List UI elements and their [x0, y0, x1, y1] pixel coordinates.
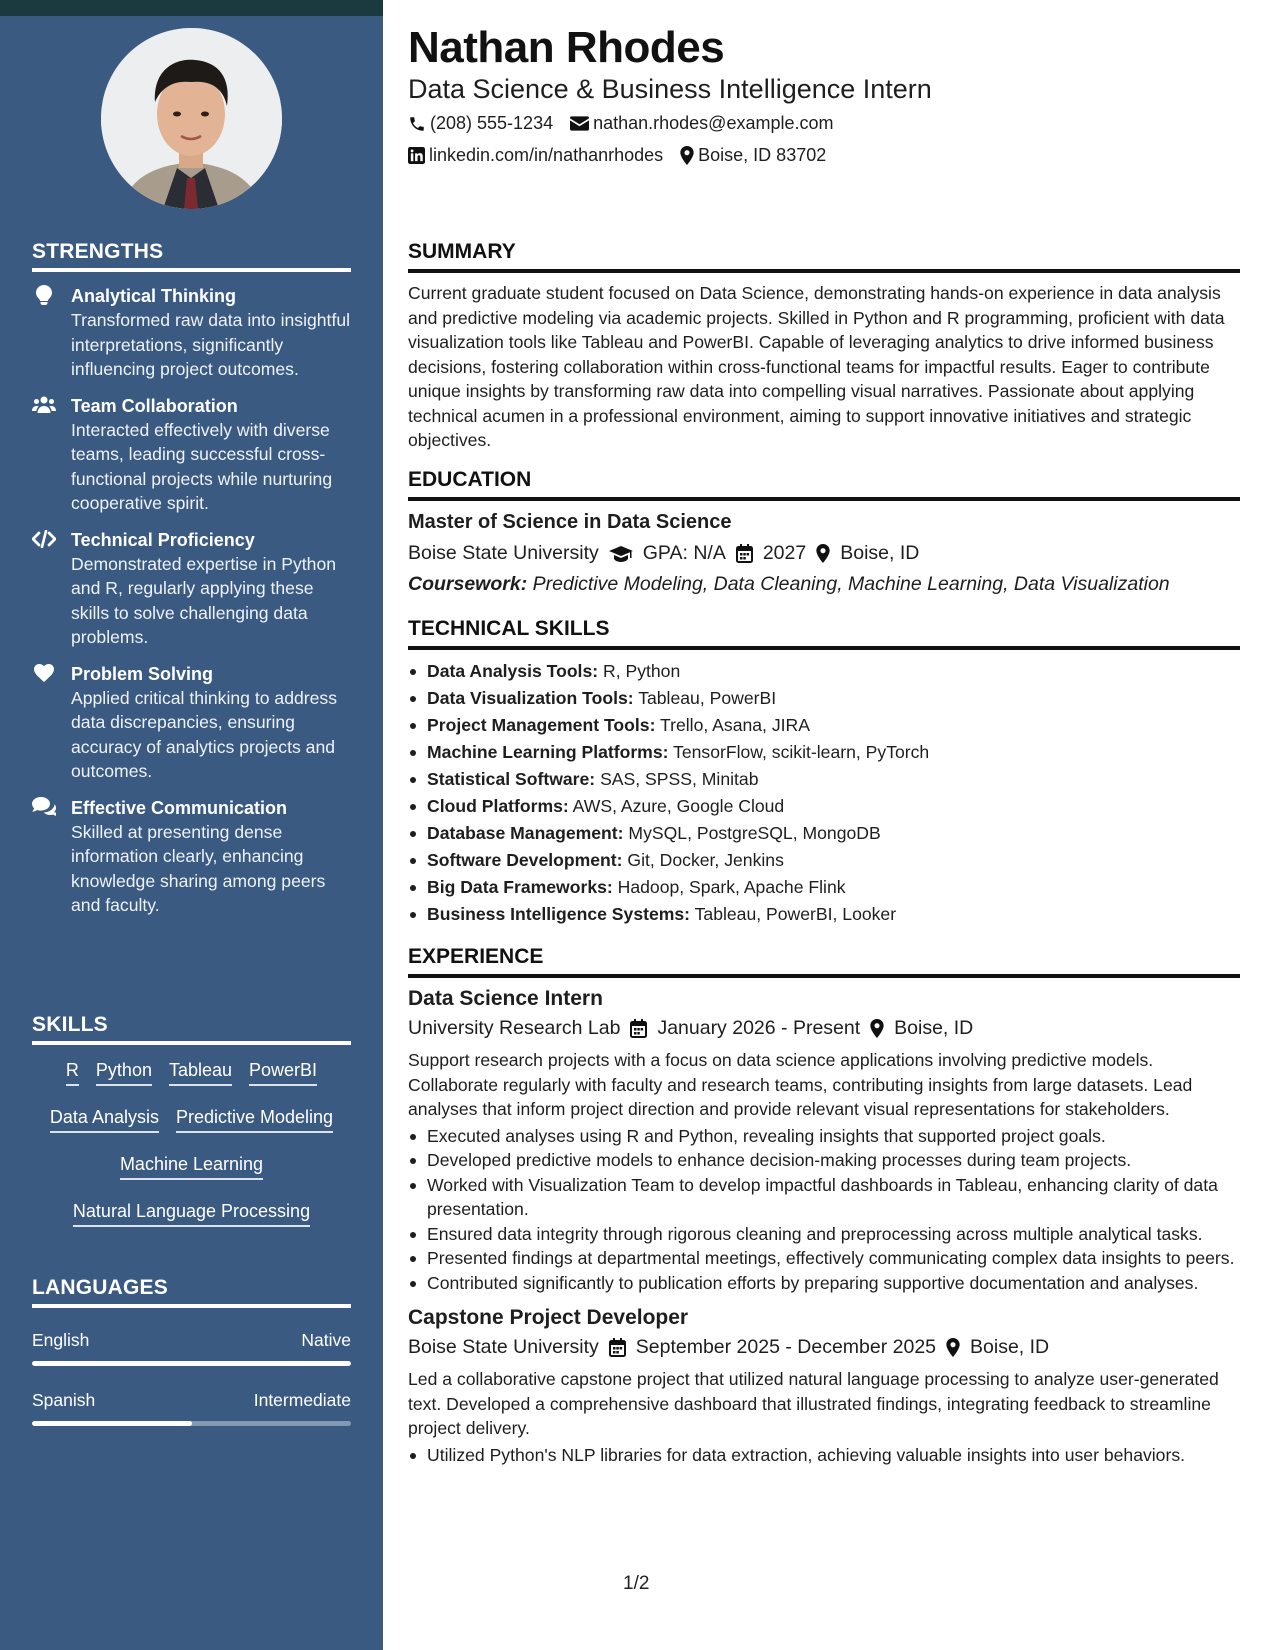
- technical-skill-item: [408, 793, 1240, 820]
- technical-skills-list: [408, 658, 1240, 928]
- job-organization: University Research Lab: [408, 1017, 621, 1039]
- job-organization: Boise State University: [408, 1336, 599, 1358]
- education-meta: [408, 542, 1240, 565]
- gpa-text: GPA: N/A: [642, 542, 726, 564]
- language-bar-fill: [32, 1421, 192, 1426]
- job-dates: September 2025 - December 2025: [635, 1336, 937, 1358]
- calendar-icon: [736, 544, 753, 563]
- languages-section: [32, 1276, 351, 1426]
- skill-tag: Python: [96, 1059, 152, 1086]
- graduation-year: 2027: [762, 542, 807, 564]
- job-bullet: Presented findings at departmental meetings, effectively communicating complex data insights to peers.: [408, 1246, 1240, 1271]
- calendar-icon: [609, 1338, 626, 1357]
- phone-text: (208) 555-1234: [430, 113, 554, 133]
- strength-item: [32, 394, 351, 516]
- graduation-cap-icon: [609, 546, 633, 562]
- job-bullet: Utilized Python's NLP libraries for data extraction, achieving valuable insights into user behaviors.: [408, 1443, 1240, 1468]
- technical-skill-label: Business Intelligence Systems:: [427, 904, 691, 924]
- job-title: Data Science Intern: [408, 987, 603, 1010]
- strength-title: Effective Communication: [71, 797, 288, 818]
- strength-description: Applied critical thinking to address data discrepancies, ensuring accuracy of analytics projects and outcomes.: [71, 687, 338, 781]
- language-name: English: [32, 1330, 90, 1350]
- users-icon: [32, 395, 56, 415]
- technical-skill-label: Project Management Tools:: [427, 715, 656, 735]
- linkedin-text: linkedin.com/in/nathanrhodes: [429, 145, 664, 165]
- strength-description: Interacted effectively with diverse teams, leading successful cross-functional projects while nurturing cooperative spirit.: [71, 419, 333, 513]
- strengths-list: [32, 284, 351, 918]
- skills-tags: [32, 1059, 351, 1247]
- language-row: [32, 1390, 351, 1411]
- language-bar: [32, 1361, 351, 1366]
- summary-heading: SUMMARY: [408, 240, 1240, 273]
- job-meta: [408, 1017, 1240, 1040]
- technical-skill-label: Database Management:: [427, 823, 624, 843]
- coursework-text: Predictive Modeling, Data Cleaning, Machine Learning, Data Visualization: [532, 573, 1170, 595]
- school-name: Boise State University: [408, 542, 599, 564]
- technical-skill-item: [408, 685, 1240, 712]
- technical-skill-value: TensorFlow, scikit-learn, PyTorch: [673, 742, 930, 762]
- strength-title: Technical Proficiency: [71, 529, 255, 550]
- skills-section: [32, 1013, 351, 1247]
- experience-section: [408, 945, 1240, 1467]
- technical-skill-value: SAS, SPSS, Minitab: [600, 769, 759, 789]
- technical-skill-label: Big Data Frameworks:: [427, 877, 613, 897]
- language-level: Native: [301, 1330, 351, 1350]
- location-contact: [680, 145, 826, 166]
- strength-item: [32, 528, 351, 650]
- skill-tag: R: [66, 1059, 79, 1086]
- skill-tag: Data Analysis: [50, 1106, 159, 1133]
- job-entry: [408, 987, 1240, 1295]
- job-location: Boise, ID: [970, 1336, 1050, 1358]
- sidebar: [0, 0, 383, 1650]
- technical-skill-label: Machine Learning Platforms:: [427, 742, 669, 762]
- job-bullet: Contributed significantly to publication efforts by preparing supportive documentation and analyses.: [408, 1271, 1240, 1296]
- strength-item: [32, 796, 351, 918]
- job-bullet: Worked with Visualization Team to develop impactful dashboards in Tableau, enhancing clarity of data presentation.: [408, 1173, 1240, 1222]
- code-icon: [32, 529, 56, 549]
- technical-skill-value: Git, Docker, Jenkins: [627, 850, 784, 870]
- strength-title: Team Collaboration: [71, 395, 238, 416]
- summary-text: Current graduate student focused on Data Science, demonstrating hands-on experience in data analysis and predictive modeling via academic projects. Skilled in Python and R programming, proficient with data visualization tools like Tableau and PowerBI. Capable of leveraging analytics to drive informed business decisions, fostering collaboration within cross-functional teams for impactful results. Eager to contribute unique insights by transforming raw data into compelling visual narratives. Passionate about applying technical acumen in a professional environment, aiming to support innovative initiatives and strategic objectives.: [408, 283, 1225, 450]
- technical-skill-item: [408, 766, 1240, 793]
- map-pin-icon: [946, 1338, 960, 1357]
- technical-skill-label: Statistical Software:: [427, 769, 596, 789]
- linkedin-contact[interactable]: [408, 145, 663, 166]
- strength-item: [32, 284, 351, 382]
- technical-skill-label: Data Analysis Tools:: [427, 661, 599, 681]
- education-heading: EDUCATION: [408, 468, 1240, 501]
- skill-tag: Natural Language Processing: [73, 1200, 310, 1227]
- job-entry: [408, 1306, 1240, 1467]
- candidate-name: Nathan Rhodes: [408, 23, 725, 72]
- contact-line-2: [408, 145, 826, 166]
- technical-skill-value: R, Python: [602, 661, 681, 681]
- job-description: Support research projects with a focus on data science applications involving predictive models. Collaborate regularly with faculty and research teams, contributing insights from large datasets. Lead analyses that inform project direction and provide relevant visual representations for stakeholders.: [408, 1050, 1193, 1119]
- job-title: Capstone Project Developer: [408, 1306, 689, 1329]
- job-bullet: Developed predictive models to enhance decision-making processes during team projects.: [408, 1148, 1240, 1173]
- technical-skill-item: [408, 658, 1240, 685]
- coursework-line: [408, 573, 1240, 596]
- map-pin-icon: [816, 544, 830, 563]
- email-text: nathan.rhodes@example.com: [593, 113, 834, 133]
- strength-title: Analytical Thinking: [71, 286, 237, 306]
- profile-photo: [101, 28, 282, 209]
- language-item: [32, 1330, 351, 1366]
- phone-contact[interactable]: [408, 113, 553, 134]
- candidate-role: Data Science & Business Intelligence Intern: [408, 74, 932, 104]
- technical-skills-heading: TECHNICAL SKILLS: [408, 617, 1240, 650]
- skill-tag: Machine Learning: [120, 1153, 263, 1180]
- strength-description: Skilled at presenting dense information clearly, enhancing knowledge sharing among peers and faculty.: [71, 821, 326, 915]
- phone-icon: [408, 115, 426, 133]
- skills-heading: SKILLS: [32, 1013, 351, 1045]
- technical-skill-value: AWS, Azure, Google Cloud: [572, 796, 785, 816]
- skill-tag: PowerBI: [249, 1059, 317, 1086]
- technical-skill-item: [408, 820, 1240, 847]
- technical-skill-label: Cloud Platforms:: [427, 796, 569, 816]
- languages-list: [32, 1330, 351, 1426]
- technical-skills-section: [408, 617, 1240, 928]
- degree-title: Master of Science in Data Science: [408, 511, 732, 533]
- linkedin-icon: [408, 147, 425, 164]
- comments-icon: [32, 797, 56, 817]
- education-location: Boise, ID: [840, 542, 920, 564]
- job-description: Led a collaborative capstone project that utilized natural language processing to analyze user-generated text. Developed a comprehensive dashboard that illustrated findings, integrating feedback to streamline project delivery.: [408, 1369, 1219, 1438]
- page-number: 1/2: [623, 1573, 650, 1594]
- technical-skill-item: [408, 712, 1240, 739]
- summary-section: [408, 240, 1240, 453]
- map-pin-icon: [870, 1019, 884, 1038]
- technical-skill-item: [408, 739, 1240, 766]
- strengths-heading: STRENGTHS: [32, 240, 351, 272]
- language-row: [32, 1330, 351, 1351]
- skill-tag: Predictive Modeling: [176, 1106, 333, 1133]
- technical-skill-label: Software Development:: [427, 850, 623, 870]
- technical-skill-item: [408, 901, 1240, 928]
- technical-skill-value: MySQL, PostgreSQL, MongoDB: [628, 823, 881, 843]
- jobs-list: [408, 987, 1240, 1467]
- job-bullet: Executed analyses using R and Python, revealing insights that supported project goals.: [408, 1124, 1240, 1149]
- language-name: Spanish: [32, 1390, 96, 1410]
- strength-description: Demonstrated expertise in Python and R, regularly applying these skills to solve challenging data problems.: [71, 553, 337, 647]
- technical-skill-value: Hadoop, Spark, Apache Flink: [617, 877, 846, 897]
- strength-description: Transformed raw data into insightful interpretations, significantly influencing project outcomes.: [71, 310, 351, 379]
- language-bar: [32, 1421, 351, 1426]
- coursework-label: Coursework:: [408, 573, 528, 595]
- sidebar-top-bar: [0, 0, 383, 16]
- language-level: Intermediate: [253, 1390, 351, 1410]
- strength-title: Problem Solving: [71, 663, 214, 684]
- experience-heading: EXPERIENCE: [408, 945, 1240, 978]
- skill-tag: Tableau: [169, 1059, 232, 1086]
- education-section: [408, 468, 1240, 596]
- location-text: Boise, ID 83702: [698, 145, 827, 165]
- job-dates: January 2026 - Present: [657, 1017, 861, 1039]
- lightbulb-icon: [32, 285, 56, 305]
- languages-heading: LANGUAGES: [32, 1276, 351, 1308]
- technical-skill-label: Data Visualization Tools:: [427, 688, 634, 708]
- heart-icon: [32, 663, 56, 683]
- technical-skill-item: [408, 874, 1240, 901]
- job-bullets: [408, 1443, 1240, 1468]
- email-contact[interactable]: [570, 113, 833, 134]
- job-location: Boise, ID: [894, 1017, 974, 1039]
- envelope-icon: [570, 116, 589, 131]
- technical-skill-item: [408, 847, 1240, 874]
- strengths-section: [32, 240, 351, 918]
- contact-line-1: [408, 113, 834, 134]
- map-pin-icon: [680, 146, 694, 165]
- strength-item: [32, 662, 351, 784]
- language-item: [32, 1390, 351, 1426]
- job-meta: [408, 1336, 1240, 1359]
- technical-skill-value: Trello, Asana, JIRA: [660, 715, 810, 735]
- job-bullets: [408, 1124, 1240, 1296]
- job-bullet: Ensured data integrity through rigorous cleaning and preprocessing across multiple analytical tasks.: [408, 1222, 1240, 1247]
- technical-skill-value: Tableau, PowerBI: [638, 688, 777, 708]
- technical-skill-value: Tableau, PowerBI, Looker: [694, 904, 897, 924]
- language-bar-fill: [32, 1361, 351, 1366]
- calendar-icon: [630, 1019, 647, 1038]
